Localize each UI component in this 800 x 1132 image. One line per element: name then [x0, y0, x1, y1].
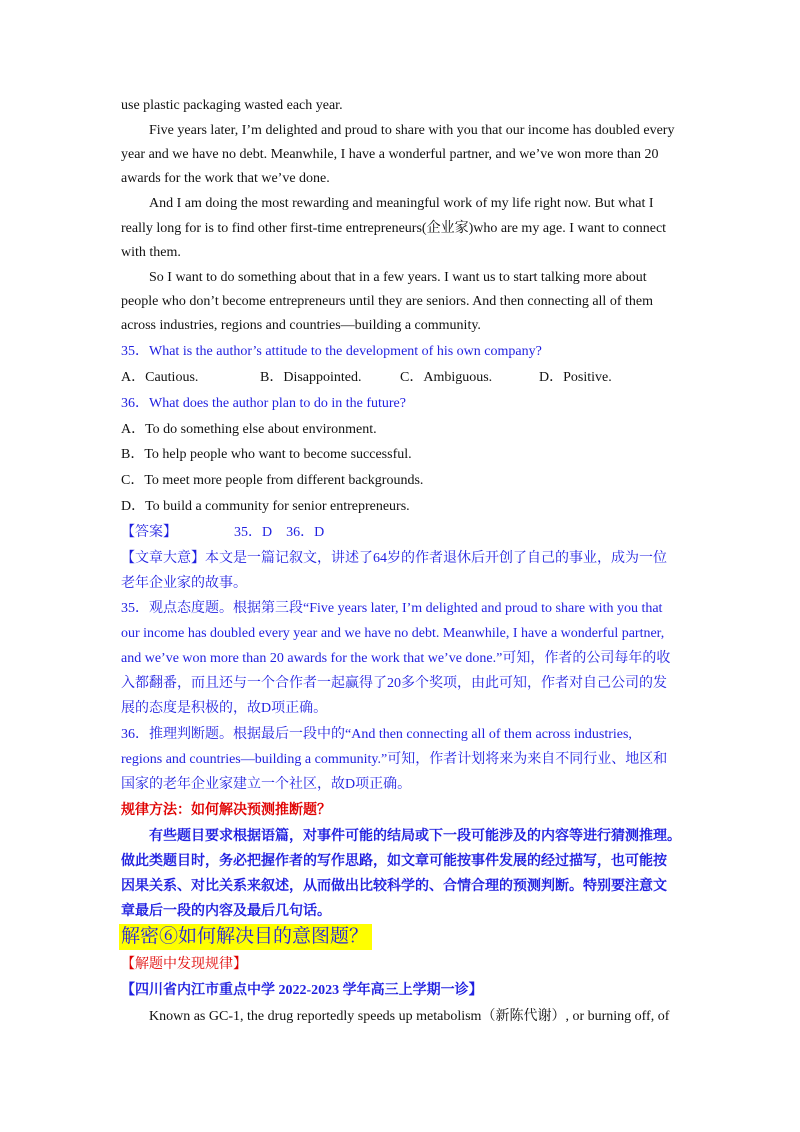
method-title: 规律方法：如何解决预测推断题？ — [121, 803, 331, 818]
q36-option-a: A．To do something else about environment. — [121, 422, 377, 437]
section-heading: 解密⑥如何解决目的意图题？ — [119, 924, 372, 950]
question-36-stem: 36．What does the author plan to do in the future? — [121, 396, 406, 411]
summary-line: 老年企业家的故事。 — [121, 576, 247, 591]
summary-line: 【文章大意】本文是一篇记叙文，讲述了64岁的作者退休后开创了自己的事业，成为一位 — [121, 551, 667, 566]
passage-line: with them. — [121, 245, 181, 260]
explanation-35-line: 35．观点态度题。根据第三段“Five years later, I’m delighted and proud to share with you that — [121, 601, 663, 616]
q36-option-b: B．To help people who want to become successful. — [121, 447, 412, 462]
passage-line: across industries, regions and countries—building a community. — [121, 318, 481, 333]
passage-line: And I am doing the most rewarding and meaningful work of my life right now. But what I — [149, 196, 654, 211]
explanation-35-line: our income has doubled every year and we have no debt. Meanwhile, I have a wonderful partner, — [121, 626, 665, 641]
question-35-stem: 35．What is the author’s attitude to the development of his own company? — [121, 344, 542, 359]
passage-line: use plastic packaging wasted each year. — [121, 98, 343, 113]
explanation-36-line: regions and countries—building a community.”可知，作者计划将来为来自不同行业、地区和 — [121, 752, 668, 767]
q35-option-a: A．Cautious. — [121, 370, 199, 385]
explanation-35-line: and we’ve won more than 20 awards for the work that we’ve done.”可知，作者的公司每年的收 — [121, 651, 671, 666]
method-line: 章最后一段的内容及最后几句话。 — [121, 904, 331, 919]
passage-line: awards for the work that we’ve done. — [121, 171, 330, 186]
passage-line: really long for is to find other first-time entrepreneurs(企业家)who are my age. I want to connect — [121, 221, 667, 236]
passage-line: Known as GC-1, the drug reportedly speeds up metabolism（新陈代谢）, or burning off, of — [149, 1009, 670, 1024]
question-source: 【四川省内江市重点中学 2022-2023 学年高三上学期一诊】 — [121, 983, 483, 998]
explanation-36-line: 36．推理判断题。根据最后一段中的“And then connecting all of them across industries, — [121, 727, 632, 742]
q35-option-b: B．Disappointed. — [260, 370, 362, 385]
section-sub-label: 【解题中发现规律】 — [121, 957, 247, 972]
method-line: 做此类题目时，务必把握作者的写作思路，如文章可能按事件发展的经过描写，也可能按 — [121, 854, 667, 869]
answer-label: 【答案】 — [121, 525, 177, 540]
method-line: 因果关系、对比关系来叙述，从而做出比较科学的、合情合理的预测判断。特别要注意文 — [121, 879, 667, 894]
passage-line: year and we have no debt. Meanwhile, I have a wonderful partner, and we’ve won more than 20 — [121, 147, 659, 162]
passage-line: Five years later, I’m delighted and proud to share with you that our income has doubled every — [149, 123, 675, 138]
passage-line: So I want to do something about that in a few years. I want us to start talking more about — [149, 270, 647, 285]
passage-line: people who don’t become entrepreneurs until they are seniors. And then connecting all of them — [121, 294, 653, 309]
q36-option-d: D．To build a community for senior entrepreneurs. — [121, 499, 410, 514]
answer-value: 35．D 36．D — [234, 525, 325, 540]
q35-option-d: D．Positive. — [539, 370, 612, 385]
method-line: 有些题目要求根据语篇，对事件可能的结局或下一段可能涉及的内容等进行猜测推理。 — [149, 829, 681, 844]
explanation-35-line: 入都翻番，而且还与一个合作者一起赢得了20多个奖项，由此可知，作者对自己公司的发 — [121, 676, 667, 691]
q35-option-c: C．Ambiguous. — [400, 370, 493, 385]
q36-option-c: C．To meet more people from different backgrounds. — [121, 473, 424, 488]
explanation-36-line: 国家的老年企业家建立一个社区，故D项正确。 — [121, 777, 412, 792]
explanation-35-line: 展的态度是积极的，故D项正确。 — [121, 701, 328, 716]
